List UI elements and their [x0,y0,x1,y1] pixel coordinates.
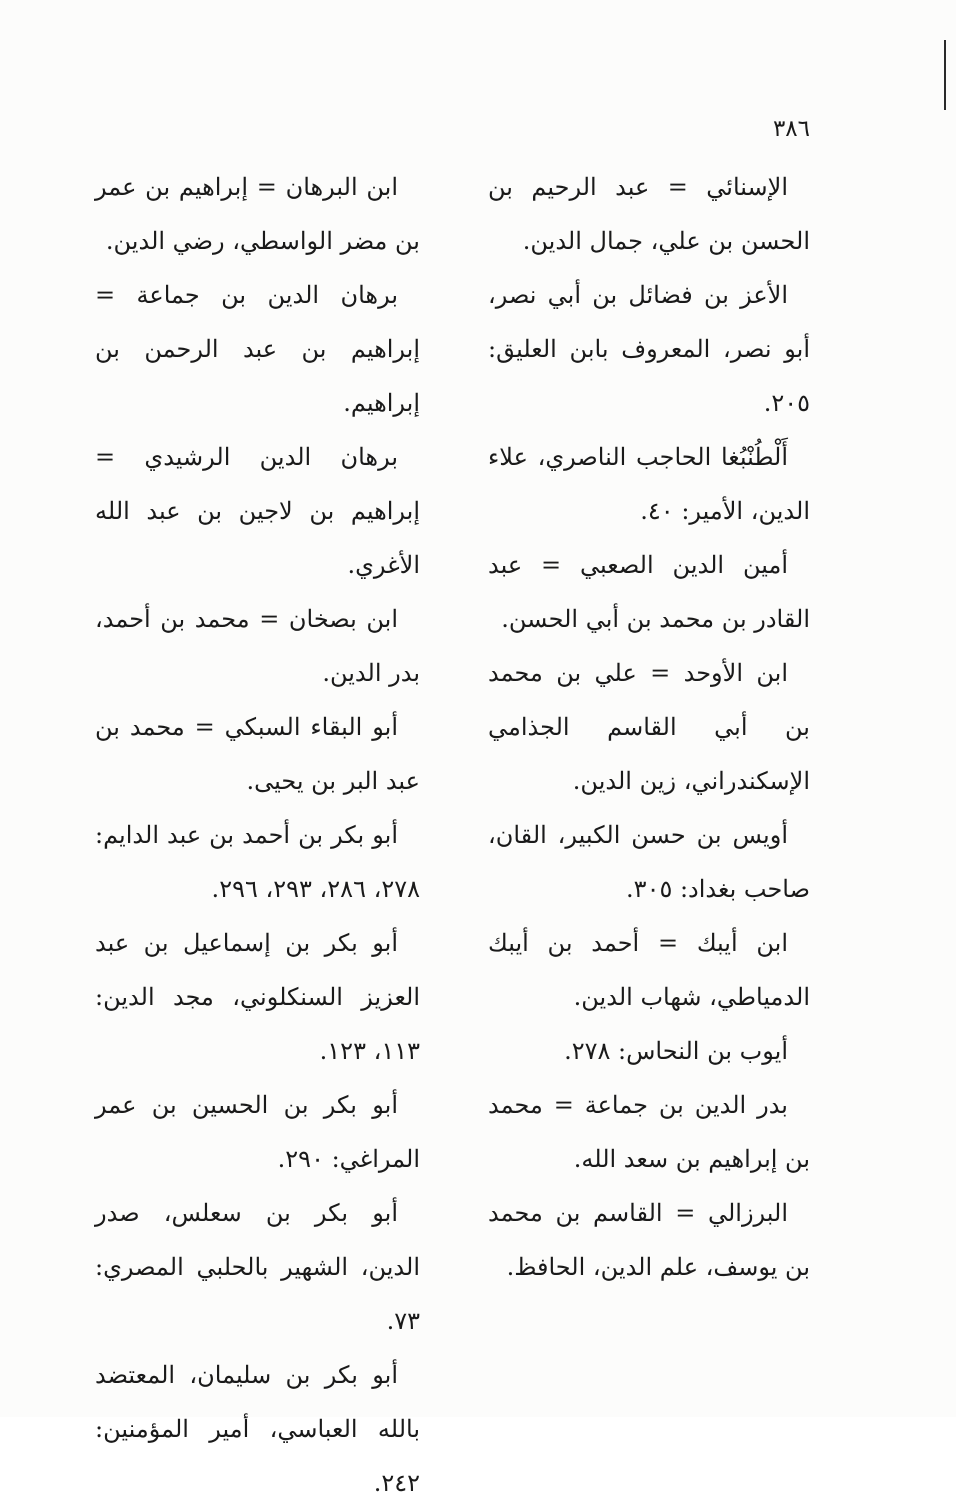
index-column-left [95,160,420,1510]
page-number: ٣٨٦ [772,116,810,142]
index-entry: البرزالي = القاسم بن محمد بن يوسف، علم الدين، الحافظ. [488,1199,810,1281]
index-entry: أويس بن حسن الكبير، القان، صاحب بغداد: ٣٠٥. [488,821,810,903]
index-entry: ابن الأوحد = علي بن محمد بن أبي القاسم الجذامي الإسكندراني، زين الدين. [488,659,810,795]
index-entry: أيوب بن النحاس: ٢٧٨. [564,1037,788,1065]
index-entry: الأعز بن فضائل بن أبي نصر، أبو نصر، المعروف بابن العليق: ٢٠٥. [488,281,810,417]
index-entry: أبو بكر بن سعلس، صدر الدين، الشهير بالحلبي المصري: ٧٣. [95,1199,420,1335]
index-entry: برهان الدين الرشيدي = إبراهيم بن لاجين بن عبد الله الأغري. [95,443,420,579]
index-entry: ابن البرهان = إبراهيم بن عمر بن مضر الواسطي، رضي الدين. [95,173,420,255]
index-entry: بدر الدين بن جماعة = محمد بن إبراهيم بن سعد الله. [488,1091,810,1173]
index-entry: أمين الدين الصعبي = عبد القادر بن محمد بن أبي الحسن. [488,551,810,633]
index-entry: أبو بكر بن أحمد بن عبد الدايم: ٢٧٨، ٢٨٦، ٢٩٣، ٢٩٦. [95,821,420,903]
index-column-right [488,160,810,1294]
index-entry: أبو بكر بن الحسين بن عمر المراغي: ٢٩٠. [95,1091,420,1173]
index-entry: أَلْطُنْبُغا الحاجب الناصري، علاء الدين، الأمير: ٤٠. [488,443,810,525]
index-entry: برهان الدين بن جماعة = إبراهيم بن عبد الرحمن بن إبراهيم. [95,281,420,417]
index-entry: ابن بصخان = محمد بن أحمد، بدر الدين. [95,605,420,687]
index-entry: أبو بكر بن إسماعيل بن عبد العزيز السنكلوني، مجد الدين: ١١٣، ١٢٣. [95,929,420,1065]
index-entry: ابن أيبك = أحمد بن أيبك الدمياطي، شهاب الدين. [488,929,810,1011]
scan-edge-line [944,40,946,110]
index-entry: أبو البقاء السبكي = محمد بن عبد البر بن يحيى. [95,713,420,795]
index-entry: أبو بكر بن سليمان، المعتضد بالله العباسي، أمير المؤمنين: ٢٤٢. [95,1361,420,1497]
index-entry: الإسنائي = عبد الرحيم بن الحسن بن علي، جمال الدين. [488,173,810,255]
